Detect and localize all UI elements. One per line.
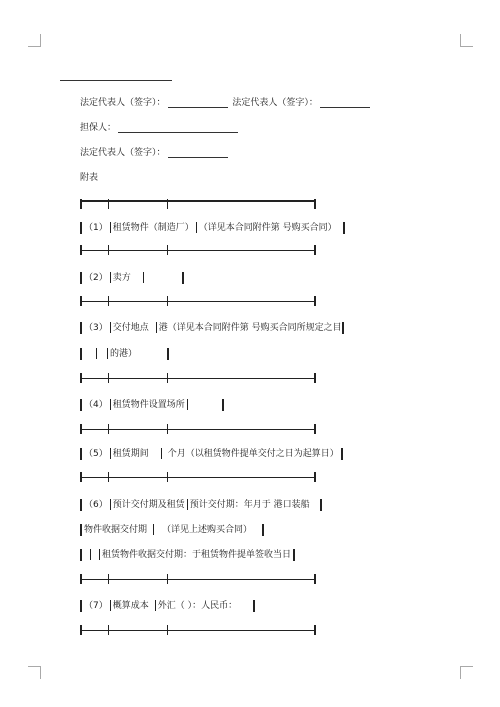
row-6-value-2: （详见上述购买合同）: [162, 525, 253, 535]
crop-mark-top-left: [28, 34, 41, 47]
legal-rep-label-1: 法定代表人（签字）：: [80, 98, 166, 108]
row-3-number: （3）: [84, 323, 108, 333]
table-row-3-continued: [80, 347, 171, 361]
table-row-6: [80, 498, 324, 512]
table-row-1: [80, 221, 347, 235]
row-3-value: 港（详见本合同附件第 号购买合同所规定之目: [158, 323, 342, 333]
legal-rep-blank-3: [168, 146, 228, 158]
guarantor-blank: [118, 121, 238, 133]
row-2-number: （2）: [84, 273, 108, 283]
row-7-label: 概算成本: [112, 601, 149, 611]
row-5-value: 个月（以租赁物件提单交付之日为起算日）: [167, 449, 339, 459]
row-1-number: （1）: [84, 223, 108, 233]
table-top-border: [80, 199, 316, 209]
row-6-value: 预计交付期：年月于 港口装船: [189, 500, 310, 510]
table-bottom-border: [80, 625, 316, 635]
appendix-title: 附表: [80, 173, 99, 183]
row-separator: [80, 296, 316, 306]
row-2-label: 卖方: [112, 273, 131, 283]
crop-mark-top-right: [460, 34, 473, 47]
row-separator: [80, 245, 316, 255]
crop-mark-bottom-right: [460, 666, 473, 679]
legal-rep-label-3: 法定代表人（签字）：: [80, 148, 166, 158]
signature-line-legal-reps: [80, 96, 370, 110]
row-7-value: 外汇（ ）：人民币：: [157, 601, 238, 611]
row-1-label: 租赁物件（制造厂）: [112, 223, 194, 233]
row-4-label: 租赁物件设置场所: [112, 400, 185, 410]
row-6-number: （6）: [84, 500, 108, 510]
row-3-label: 交付地点: [112, 323, 149, 333]
table-row-3: [80, 321, 346, 335]
table-row-4: [80, 398, 226, 412]
row-separator: [80, 373, 316, 383]
row-5-number: （5）: [84, 449, 108, 459]
row-3-value-continued: 的港）: [110, 349, 138, 359]
signature-line-guarantor: [80, 121, 238, 135]
table-row-5: [80, 447, 345, 461]
row-separator: [80, 424, 316, 434]
header-rule: [60, 80, 172, 81]
table-row-2: [80, 271, 186, 285]
legal-rep-blank-1: [168, 96, 228, 108]
guarantor-label: 担保人：: [80, 123, 117, 133]
row-5-label: 租赁期间: [112, 449, 149, 459]
legal-rep-label-2: 法定代表人（签字）：: [232, 98, 318, 108]
row-7-number: （7）: [84, 601, 108, 611]
table-row-6-line-2: [80, 523, 266, 537]
row-6-label: 预计交付期及租赁: [112, 500, 185, 510]
row-4-number: （4）: [84, 400, 108, 410]
crop-mark-bottom-left: [28, 666, 41, 679]
signature-line-legal-rep-3: [80, 146, 228, 160]
table-row-6-line-3: [80, 548, 297, 562]
row-separator: [80, 574, 316, 584]
row-separator: [80, 472, 316, 482]
row-6-value-3: 租赁物件收据交付期：于租赁物件提单签收当日: [102, 550, 292, 560]
legal-rep-blank-2: [320, 96, 370, 108]
row-6-label-2: 物件收据交付期: [84, 525, 148, 535]
table-row-7: [80, 599, 257, 613]
row-1-value: （详见本合同附件第 号购买合同）: [198, 223, 337, 233]
